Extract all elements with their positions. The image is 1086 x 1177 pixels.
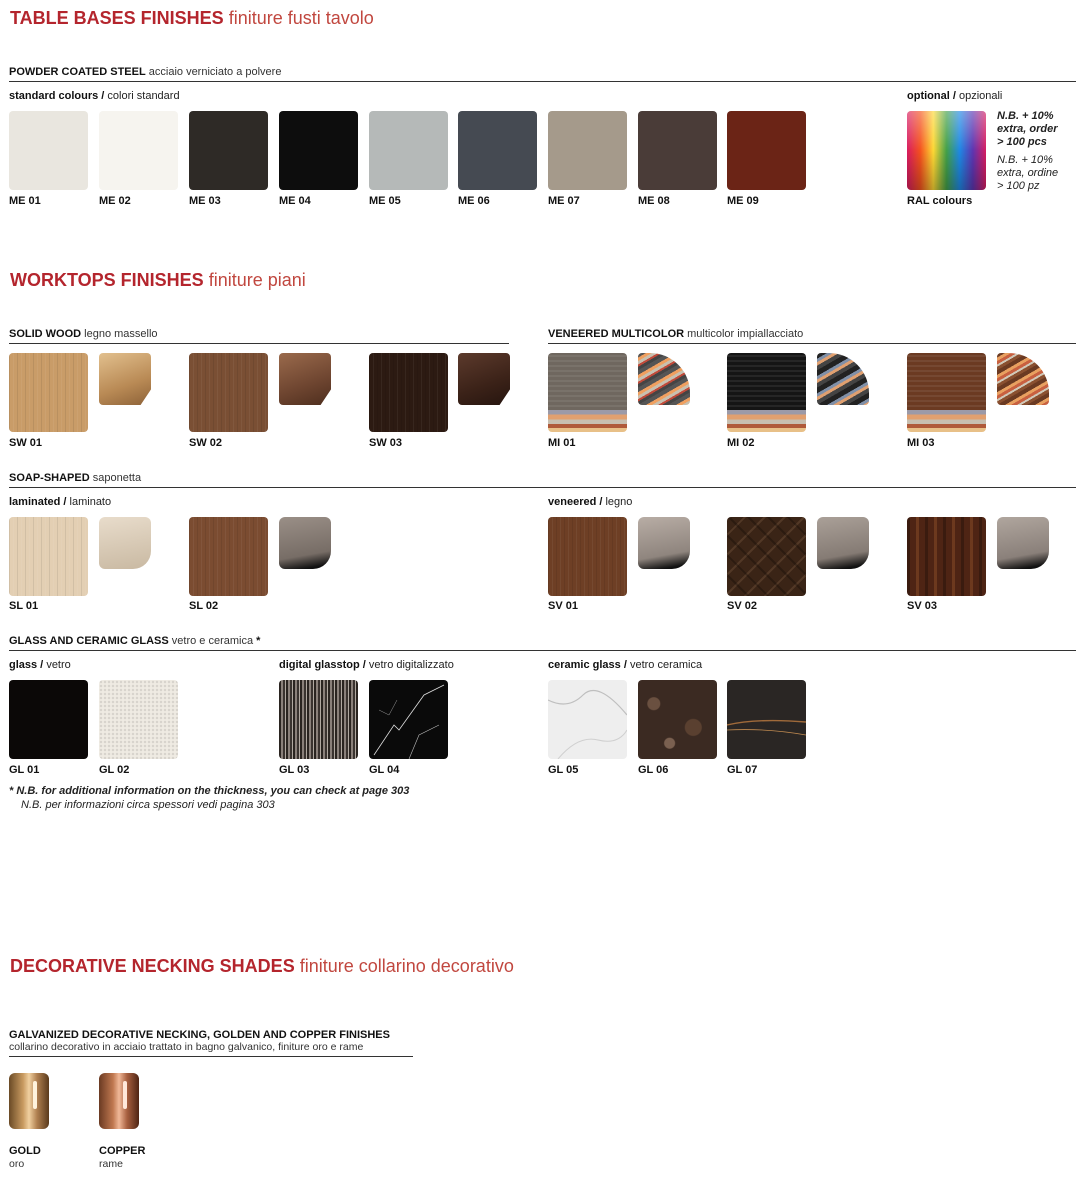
swatch-label: MI 02: [727, 437, 755, 449]
swatch-label: GL 03: [279, 764, 310, 776]
sv01-edge-sample: [638, 517, 690, 569]
necking-title: DECORATIVE NECKING SHADES: [10, 956, 295, 976]
swatch-ral[interactable]: [907, 111, 986, 190]
swatch-label: ME 02: [99, 195, 131, 207]
glass-subtitle: vetro e ceramica: [171, 635, 254, 647]
swatch-sv03[interactable]: [907, 517, 986, 596]
swatch-label: ME 01: [9, 195, 41, 207]
glass-label-text: glass /: [9, 659, 44, 671]
copper-label: COPPER: [99, 1145, 146, 1157]
powder-subtitle: acciaio verniciato a polvere: [148, 66, 282, 78]
swatch-label: ME 07: [548, 195, 580, 207]
standard-label: standard colours /: [9, 90, 105, 102]
vm-subtitle: multicolor impiallacciato: [687, 328, 804, 340]
copper-highlight: [123, 1081, 127, 1109]
marble-veins: [727, 680, 806, 759]
note-en-line: > 100 pcs: [997, 136, 1047, 148]
note-en-text: N.B. for additional information on the thickness, you can check at page 303: [16, 785, 410, 797]
swatch-gl01[interactable]: [9, 680, 88, 759]
gold-label: GOLD: [9, 1145, 41, 1157]
swatch-me03[interactable]: [189, 111, 268, 190]
sw01-edge-sample: [99, 353, 151, 405]
note-star: *: [9, 785, 14, 797]
swatch-me04[interactable]: [279, 111, 358, 190]
swatch-sl01[interactable]: [9, 517, 88, 596]
worktops-heading: [10, 270, 306, 291]
swatch-sv02[interactable]: [727, 517, 806, 596]
swatch-label: SL 01: [9, 600, 39, 612]
soap-title: SOAP-SHAPED: [9, 472, 90, 484]
swatch-mi01[interactable]: [548, 353, 627, 432]
swatch-label: ME 03: [189, 195, 221, 207]
note-it-line: extra, ordine: [997, 167, 1059, 179]
veneered-multicolor-section: [548, 328, 1076, 344]
worktops-subtitle: finiture piani: [208, 270, 306, 290]
veneered-sub: legno: [605, 496, 633, 508]
note-it-line: N.B. + 10%: [997, 154, 1053, 166]
marble-veins: [369, 680, 448, 759]
swatch-me06[interactable]: [458, 111, 537, 190]
swatch-label: SW 02: [189, 437, 223, 449]
swatch-label: SL 02: [189, 600, 219, 612]
standard-sub: colori standard: [107, 90, 180, 102]
table-bases-subtitle: finiture fusti tavolo: [228, 8, 374, 28]
note-en-line: N.B. + 10%: [997, 110, 1054, 122]
thickness-note-it: N.B. per informazioni circa spessori vedi pagina 303: [21, 799, 275, 811]
glass-title: GLASS AND CERAMIC GLASS: [9, 635, 169, 647]
marble-veins: [548, 680, 627, 759]
soap-shaped-section: [9, 472, 1076, 488]
swatch-label: ME 09: [727, 195, 759, 207]
swatch-label: GL 01: [9, 764, 40, 776]
swatch-label: SV 03: [907, 600, 937, 612]
swatch-gl06[interactable]: [638, 680, 717, 759]
swatch-sw03[interactable]: [369, 353, 448, 432]
gold-highlight: [33, 1081, 37, 1109]
digital-sub: vetro digitalizzato: [368, 659, 454, 671]
vm-title: VENEERED MULTICOLOR: [548, 328, 685, 340]
swatch-label: MI 01: [548, 437, 576, 449]
swatch-me05[interactable]: [369, 111, 448, 190]
veneered-label: [548, 496, 632, 508]
swatch-gl07[interactable]: [727, 680, 806, 759]
swatch-label: ME 06: [458, 195, 490, 207]
swatch-gl02[interactable]: [99, 680, 178, 759]
swatch-me08[interactable]: [638, 111, 717, 190]
sw03-edge-sample: [458, 353, 510, 405]
ral-shade: [907, 111, 986, 190]
swatch-label: GL 04: [369, 764, 400, 776]
copper-sublabel: rame: [99, 1158, 123, 1170]
optional-sub: opzionali: [958, 90, 1003, 102]
swatch-label: GL 06: [638, 764, 669, 776]
optional-label-text: optional /: [907, 90, 956, 102]
laminated-sub: laminato: [69, 496, 112, 508]
gold-sublabel: oro: [9, 1158, 25, 1170]
swatch-label: ME 04: [279, 195, 311, 207]
powder-coated-section: [9, 66, 1076, 82]
standard-colours-label: [9, 90, 180, 102]
galvanized-title: GALVANIZED DECORATIVE NECKING, GOLDEN AND COPPER FINISHES: [9, 1029, 390, 1041]
digital-label: [279, 659, 454, 671]
swatch-label: SV 02: [727, 600, 757, 612]
solid-wood-title: SOLID WOOD: [9, 328, 82, 340]
worktops-title: WORKTOPS FINISHES: [10, 270, 204, 290]
swatch-gl05[interactable]: [548, 680, 627, 759]
laminated-label-text: laminated /: [9, 496, 67, 508]
swatch-me07[interactable]: [548, 111, 627, 190]
note-en-line: extra, order: [997, 123, 1058, 135]
solid-wood-subtitle: legno massello: [84, 328, 158, 340]
swatch-label: SV 01: [548, 600, 578, 612]
necking-subtitle: finiture collarino decorativo: [299, 956, 514, 976]
digital-label-text: digital glasstop /: [279, 659, 366, 671]
sv03-edge-sample: [997, 517, 1049, 569]
swatch-label: GL 02: [99, 764, 130, 776]
sl01-edge-sample: [99, 517, 151, 569]
glass-sub: vetro: [46, 659, 71, 671]
swatch-gl03[interactable]: [279, 680, 358, 759]
galvanized-section: [9, 1029, 413, 1057]
swatch-label: ME 08: [638, 195, 670, 207]
glass-label: [9, 659, 71, 671]
ceramic-label: [548, 659, 702, 671]
swatch-label: MI 03: [907, 437, 935, 449]
table-bases-heading: [10, 8, 374, 29]
swatch-me01[interactable]: [9, 111, 88, 190]
mi03-edge-sample: [997, 353, 1049, 405]
swatch-me09[interactable]: [727, 111, 806, 190]
galvanized-subtitle: collarino decorativo in acciaio trattato in bagno galvanico, finiture oro e rame: [9, 1041, 364, 1053]
glass-asterisk: *: [256, 635, 261, 647]
necking-heading: [10, 956, 514, 977]
ral-note-it: [997, 154, 1058, 193]
swatch-mi02[interactable]: [727, 353, 806, 432]
swatch-me02[interactable]: [99, 111, 178, 190]
note-it-line: > 100 pz: [997, 180, 1040, 192]
swatch-label: GL 07: [727, 764, 758, 776]
laminated-label: [9, 496, 111, 508]
gold-necking-sample[interactable]: [9, 1073, 49, 1129]
swatch-label: GL 05: [548, 764, 579, 776]
swatch-sl02[interactable]: [189, 517, 268, 596]
copper-necking-sample[interactable]: [99, 1073, 139, 1129]
optional-label: [907, 90, 1002, 102]
glass-section: [9, 635, 1076, 651]
soap-subtitle: saponetta: [92, 472, 142, 484]
ral-note-en: [997, 110, 1058, 149]
mi02-edge-sample: [817, 353, 869, 405]
powder-title: POWDER COATED STEEL: [9, 66, 146, 78]
ceramic-label-text: ceramic glass /: [548, 659, 627, 671]
swatch-label: SW 01: [9, 437, 43, 449]
solid-wood-section: [9, 328, 509, 344]
mi01-edge-sample: [638, 353, 690, 405]
swatch-label: SW 03: [369, 437, 403, 449]
sl02-edge-sample: [279, 517, 331, 569]
swatch-sw01[interactable]: [9, 353, 88, 432]
thickness-note-en: [9, 785, 409, 798]
sw02-edge-sample: [279, 353, 331, 405]
sv02-edge-sample: [817, 517, 869, 569]
swatch-gl04[interactable]: [369, 680, 448, 759]
table-bases-title: TABLE BASES FINISHES: [10, 8, 224, 28]
swatch-sv01[interactable]: [548, 517, 627, 596]
ceramic-sub: vetro ceramica: [629, 659, 703, 671]
ral-label: RAL colours: [907, 195, 973, 207]
swatch-label: ME 05: [369, 195, 401, 207]
veneered-label-text: veneered /: [548, 496, 603, 508]
swatch-mi03[interactable]: [907, 353, 986, 432]
swatch-sw02[interactable]: [189, 353, 268, 432]
